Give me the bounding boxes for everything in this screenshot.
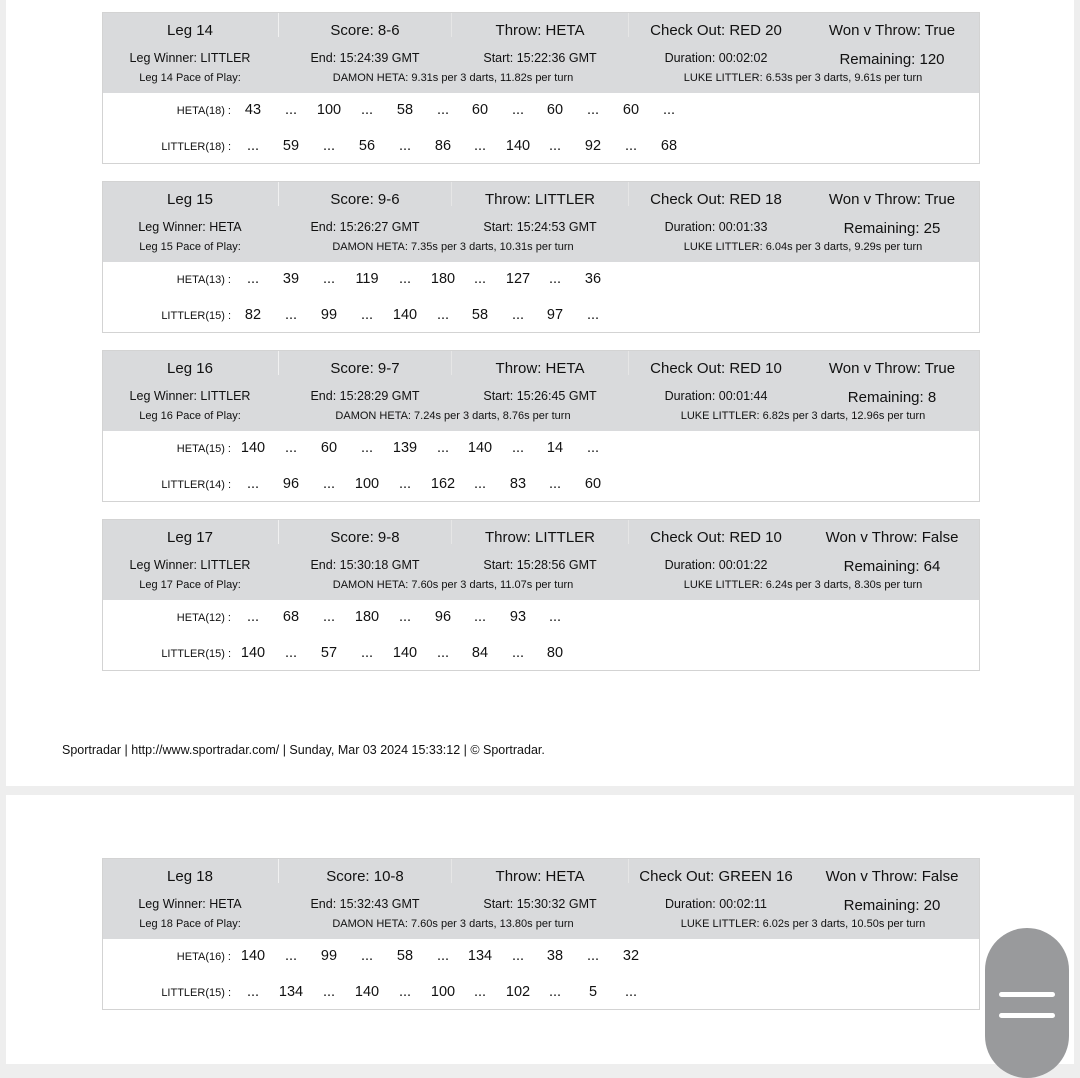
littler-throw-value: 83 bbox=[509, 476, 527, 492]
littler-throw-value: ... bbox=[548, 138, 562, 154]
heta-throw-value: ... bbox=[436, 948, 450, 964]
leg-pace-heta: DAMON HETA: 9.31s per 3 darts, 11.82s per turn bbox=[332, 72, 574, 84]
heta-throw-value: ... bbox=[360, 102, 374, 118]
heta-throw-value: ... bbox=[548, 271, 562, 287]
leg-checkout: Check Out: RED 20 bbox=[650, 22, 782, 39]
leg-winner: Leg Winner: LITTLER bbox=[129, 51, 251, 65]
leg-start-time: Start: 15:26:45 GMT bbox=[483, 389, 597, 403]
leg-end-time: End: 15:28:29 GMT bbox=[310, 389, 420, 403]
heta-throw-value: 100 bbox=[316, 102, 342, 118]
littler-throw-value: 140 bbox=[392, 307, 418, 323]
heta-throw-value: 127 bbox=[505, 271, 531, 287]
leg-duration: Duration: 00:01:44 bbox=[664, 389, 768, 403]
littler-throw-value: 162 bbox=[430, 476, 456, 492]
littler-throw-value: 58 bbox=[471, 307, 489, 323]
leg-score: Score: 9-8 bbox=[330, 529, 400, 546]
leg-remaining: Remaining: 120 bbox=[839, 51, 945, 68]
littler-row-label: LITTLER(15) : bbox=[161, 987, 231, 999]
heta-throw-value: 93 bbox=[509, 609, 527, 625]
heta-row-label: HETA(18) : bbox=[176, 105, 231, 117]
heta-throw-value: ... bbox=[511, 102, 525, 118]
littler-throw-value: ... bbox=[548, 476, 562, 492]
leg-pace-label: Leg 17 Pace of Play: bbox=[139, 579, 241, 591]
heta-throw-value: 14 bbox=[546, 440, 564, 456]
leg-header bbox=[103, 182, 979, 262]
leg-header bbox=[103, 13, 979, 93]
leg-winner: Leg Winner: HETA bbox=[138, 897, 242, 911]
heta-throw-value: 180 bbox=[354, 609, 380, 625]
littler-throw-value: 100 bbox=[354, 476, 380, 492]
leg-remaining: Remaining: 64 bbox=[843, 558, 941, 575]
littler-throws-row bbox=[103, 307, 979, 327]
leg-winner: Leg Winner: LITTLER bbox=[129, 389, 251, 403]
leg-pace-label: Leg 15 Pace of Play: bbox=[139, 241, 241, 253]
leg-card bbox=[102, 350, 980, 502]
leg-score: Score: 9-6 bbox=[330, 191, 400, 208]
heta-throw-value: 134 bbox=[467, 948, 493, 964]
littler-throw-value: 140 bbox=[392, 645, 418, 661]
littler-throw-value: ... bbox=[548, 984, 562, 1000]
leg-pace-heta: DAMON HETA: 7.35s per 3 darts, 10.31s per turn bbox=[332, 241, 574, 253]
leg-title: Leg 17 bbox=[167, 529, 213, 546]
leg-end-time: End: 15:32:43 GMT bbox=[310, 897, 420, 911]
littler-throw-value: 86 bbox=[434, 138, 452, 154]
leg-checkout: Check Out: RED 18 bbox=[650, 191, 782, 208]
heta-throw-value: 140 bbox=[240, 948, 266, 964]
heta-throw-value: ... bbox=[662, 102, 676, 118]
littler-throw-value: ... bbox=[284, 645, 298, 661]
littler-throw-value: 57 bbox=[320, 645, 338, 661]
heta-row-label: HETA(15) : bbox=[176, 443, 231, 455]
littler-throw-value: ... bbox=[246, 476, 260, 492]
leg-won-v-throw: Won v Throw: False bbox=[825, 868, 959, 885]
leg-throws bbox=[103, 600, 979, 670]
leg-pace-label: Leg 16 Pace of Play: bbox=[139, 410, 241, 422]
leg-end-time: End: 15:26:27 GMT bbox=[310, 220, 420, 234]
littler-throw-value: ... bbox=[284, 307, 298, 323]
heta-throw-value: ... bbox=[436, 440, 450, 456]
littler-throw-value: ... bbox=[436, 307, 450, 323]
littler-throw-value: 5 bbox=[588, 984, 598, 1000]
littler-throw-value: ... bbox=[360, 307, 374, 323]
littler-throw-value: ... bbox=[436, 645, 450, 661]
page-footer: Sportradar | http://www.sportradar.com/ | Sunday, Mar 03 2024 15:33:12 | © Sportradar. bbox=[62, 743, 545, 757]
littler-throw-value: ... bbox=[511, 645, 525, 661]
heta-throw-value: 60 bbox=[320, 440, 338, 456]
littler-throw-value: 84 bbox=[471, 645, 489, 661]
heta-throw-value: ... bbox=[284, 102, 298, 118]
littler-throws-row bbox=[103, 645, 979, 665]
littler-throw-value: 134 bbox=[278, 984, 304, 1000]
leg-start-time: Start: 15:28:56 GMT bbox=[483, 558, 597, 572]
littler-throw-value: 56 bbox=[358, 138, 376, 154]
leg-throw: Throw: HETA bbox=[495, 22, 585, 39]
leg-checkout: Check Out: RED 10 bbox=[650, 529, 782, 546]
littler-throw-value: 96 bbox=[282, 476, 300, 492]
littler-throw-value: ... bbox=[473, 476, 487, 492]
leg-start-time: Start: 15:22:36 GMT bbox=[483, 51, 597, 65]
littler-throw-value: ... bbox=[322, 138, 336, 154]
littler-throw-value: ... bbox=[473, 138, 487, 154]
leg-won-v-throw: Won v Throw: True bbox=[828, 360, 956, 377]
leg-title: Leg 18 bbox=[167, 868, 213, 885]
leg-winner: Leg Winner: HETA bbox=[138, 220, 242, 234]
heta-throw-value: 68 bbox=[282, 609, 300, 625]
leg-throw: Throw: LITTLER bbox=[484, 529, 596, 546]
heta-throw-value: 60 bbox=[622, 102, 640, 118]
littler-throw-value: ... bbox=[398, 138, 412, 154]
heta-throw-value: ... bbox=[284, 948, 298, 964]
littler-row-label: LITTLER(15) : bbox=[161, 310, 231, 322]
heta-throw-value: ... bbox=[511, 948, 525, 964]
littler-row-label: LITTLER(18) : bbox=[161, 141, 231, 153]
leg-won-v-throw: Won v Throw: True bbox=[828, 191, 956, 208]
heta-throw-value: ... bbox=[586, 948, 600, 964]
littler-throw-value: ... bbox=[322, 476, 336, 492]
heta-throws-row bbox=[103, 440, 979, 460]
heta-throws-row bbox=[103, 271, 979, 291]
littler-row-label: LITTLER(15) : bbox=[161, 648, 231, 660]
leg-start-time: Start: 15:30:32 GMT bbox=[483, 897, 597, 911]
leg-pace-heta: DAMON HETA: 7.60s per 3 darts, 11.07s per turn bbox=[332, 579, 574, 591]
littler-row-label: LITTLER(14) : bbox=[161, 479, 231, 491]
leg-score: Score: 8-6 bbox=[330, 22, 400, 39]
littler-throw-value: 68 bbox=[660, 138, 678, 154]
heta-throw-value: ... bbox=[360, 440, 374, 456]
heta-throw-value: 119 bbox=[355, 271, 379, 287]
littler-throw-value: ... bbox=[246, 138, 260, 154]
littler-throws-row bbox=[103, 476, 979, 496]
leg-pace-littler: LUKE LITTLER: 6.53s per 3 darts, 9.61s per turn bbox=[683, 72, 923, 84]
heta-throws-row bbox=[103, 609, 979, 629]
littler-throw-value: 97 bbox=[546, 307, 564, 323]
heta-throw-value: ... bbox=[360, 948, 374, 964]
littler-throw-value: ... bbox=[246, 984, 260, 1000]
littler-throw-value: ... bbox=[511, 307, 525, 323]
leg-header bbox=[103, 351, 979, 431]
heta-row-label: HETA(16) : bbox=[176, 951, 231, 963]
heta-throw-value: 60 bbox=[471, 102, 489, 118]
heta-throw-value: ... bbox=[322, 271, 336, 287]
heta-throw-value: 58 bbox=[396, 102, 414, 118]
heta-throw-value: ... bbox=[398, 271, 412, 287]
menu-icon-bar-bottom bbox=[999, 1013, 1055, 1018]
leg-won-v-throw: Won v Throw: True bbox=[828, 22, 956, 39]
leg-score: Score: 10-8 bbox=[326, 868, 404, 885]
report-page-1 bbox=[6, 0, 1074, 786]
leg-duration: Duration: 00:01:22 bbox=[664, 558, 768, 572]
leg-header bbox=[103, 520, 979, 600]
leg-winner: Leg Winner: LITTLER bbox=[129, 558, 251, 572]
heta-throw-value: 139 bbox=[392, 440, 418, 456]
littler-throw-value: ... bbox=[398, 476, 412, 492]
leg-header bbox=[103, 859, 979, 939]
heta-throw-value: ... bbox=[246, 271, 260, 287]
leg-remaining: Remaining: 8 bbox=[847, 389, 937, 406]
heta-throw-value: ... bbox=[586, 102, 600, 118]
leg-pace-littler: LUKE LITTLER: 6.24s per 3 darts, 8.30s per turn bbox=[683, 579, 923, 591]
leg-title: Leg 14 bbox=[167, 22, 213, 39]
littler-throw-value: 92 bbox=[584, 138, 602, 154]
leg-throw: Throw: LITTLER bbox=[484, 191, 596, 208]
leg-pace-label: Leg 14 Pace of Play: bbox=[139, 72, 241, 84]
littler-throw-value: ... bbox=[398, 984, 412, 1000]
heta-throw-value: ... bbox=[473, 609, 487, 625]
leg-start-time: Start: 15:24:53 GMT bbox=[483, 220, 597, 234]
heta-throw-value: 140 bbox=[240, 440, 266, 456]
leg-remaining: Remaining: 25 bbox=[843, 220, 941, 237]
littler-throws-row bbox=[103, 984, 979, 1004]
littler-throw-value: 140 bbox=[505, 138, 531, 154]
heta-row-label: HETA(13) : bbox=[176, 274, 231, 286]
heta-throw-value: ... bbox=[511, 440, 525, 456]
heta-throw-value: 180 bbox=[430, 271, 456, 287]
leg-throw: Throw: HETA bbox=[495, 360, 585, 377]
heta-throw-value: ... bbox=[246, 609, 260, 625]
leg-duration: Duration: 00:02:02 bbox=[664, 51, 768, 65]
littler-throw-value: 99 bbox=[320, 307, 338, 323]
menu-icon-bar-top bbox=[999, 992, 1055, 997]
leg-card bbox=[102, 858, 980, 1010]
heta-row-label: HETA(12) : bbox=[176, 612, 231, 624]
heta-throw-value: ... bbox=[284, 440, 298, 456]
heta-throw-value: 99 bbox=[320, 948, 338, 964]
leg-pace-littler: LUKE LITTLER: 6.82s per 3 darts, 12.96s per turn bbox=[680, 410, 926, 422]
heta-throw-value: 96 bbox=[434, 609, 452, 625]
heta-throw-value: 36 bbox=[584, 271, 602, 287]
leg-pace-littler: LUKE LITTLER: 6.04s per 3 darts, 9.29s per turn bbox=[683, 241, 923, 253]
littler-throw-value: ... bbox=[624, 138, 638, 154]
littler-throw-value: 100 bbox=[430, 984, 456, 1000]
littler-throw-value: ... bbox=[473, 984, 487, 1000]
leg-card bbox=[102, 181, 980, 333]
littler-throw-value: 140 bbox=[354, 984, 380, 1000]
report-page-2 bbox=[6, 795, 1074, 1064]
leg-score: Score: 9-7 bbox=[330, 360, 400, 377]
littler-throw-value: 60 bbox=[584, 476, 602, 492]
heta-throw-value: 140 bbox=[467, 440, 493, 456]
menu-button[interactable] bbox=[985, 928, 1069, 1078]
heta-throw-value: ... bbox=[473, 271, 487, 287]
littler-throw-value: ... bbox=[322, 984, 336, 1000]
leg-end-time: End: 15:24:39 GMT bbox=[310, 51, 420, 65]
littler-throws-row bbox=[103, 138, 979, 158]
leg-card bbox=[102, 12, 980, 164]
leg-throws bbox=[103, 939, 979, 1009]
heta-throw-value: 58 bbox=[396, 948, 414, 964]
littler-throw-value: 140 bbox=[240, 645, 266, 661]
leg-throws bbox=[103, 431, 979, 501]
heta-throw-value: 32 bbox=[622, 948, 640, 964]
littler-throw-value: ... bbox=[360, 645, 374, 661]
heta-throw-value: ... bbox=[436, 102, 450, 118]
leg-checkout: Check Out: GREEN 16 bbox=[639, 868, 793, 885]
littler-throw-value: 102 bbox=[505, 984, 531, 1000]
littler-throw-value: 59 bbox=[282, 138, 300, 154]
heta-throw-value: ... bbox=[548, 609, 562, 625]
heta-throw-value: ... bbox=[398, 609, 412, 625]
heta-throws-row bbox=[103, 948, 979, 968]
leg-title: Leg 15 bbox=[167, 191, 213, 208]
heta-throw-value: 38 bbox=[546, 948, 564, 964]
leg-remaining: Remaining: 20 bbox=[843, 897, 941, 914]
leg-pace-heta: DAMON HETA: 7.60s per 3 darts, 13.80s per turn bbox=[332, 918, 574, 930]
leg-throw: Throw: HETA bbox=[495, 868, 585, 885]
leg-checkout: Check Out: RED 10 bbox=[650, 360, 782, 377]
leg-duration: Duration: 00:01:33 bbox=[664, 220, 768, 234]
leg-title: Leg 16 bbox=[167, 360, 213, 377]
leg-pace-heta: DAMON HETA: 7.24s per 3 darts, 8.76s per turn bbox=[335, 410, 571, 422]
leg-pace-label: Leg 18 Pace of Play: bbox=[139, 918, 241, 930]
leg-card bbox=[102, 519, 980, 671]
heta-throw-value: 60 bbox=[546, 102, 564, 118]
leg-throws bbox=[103, 262, 979, 332]
leg-won-v-throw: Won v Throw: False bbox=[825, 529, 959, 546]
heta-throws-row bbox=[103, 102, 979, 122]
leg-duration: Duration: 00:02:11 bbox=[665, 897, 767, 911]
leg-throws bbox=[103, 93, 979, 163]
heta-throw-value: 39 bbox=[282, 271, 300, 287]
leg-pace-littler: LUKE LITTLER: 6.02s per 3 darts, 10.50s per turn bbox=[680, 918, 926, 930]
littler-throw-value: 80 bbox=[546, 645, 564, 661]
heta-throw-value: 43 bbox=[244, 102, 262, 118]
heta-throw-value: ... bbox=[586, 440, 600, 456]
heta-throw-value: ... bbox=[322, 609, 336, 625]
littler-throw-value: ... bbox=[586, 307, 600, 323]
leg-end-time: End: 15:30:18 GMT bbox=[310, 558, 420, 572]
littler-throw-value: ... bbox=[624, 984, 638, 1000]
littler-throw-value: 82 bbox=[244, 307, 262, 323]
